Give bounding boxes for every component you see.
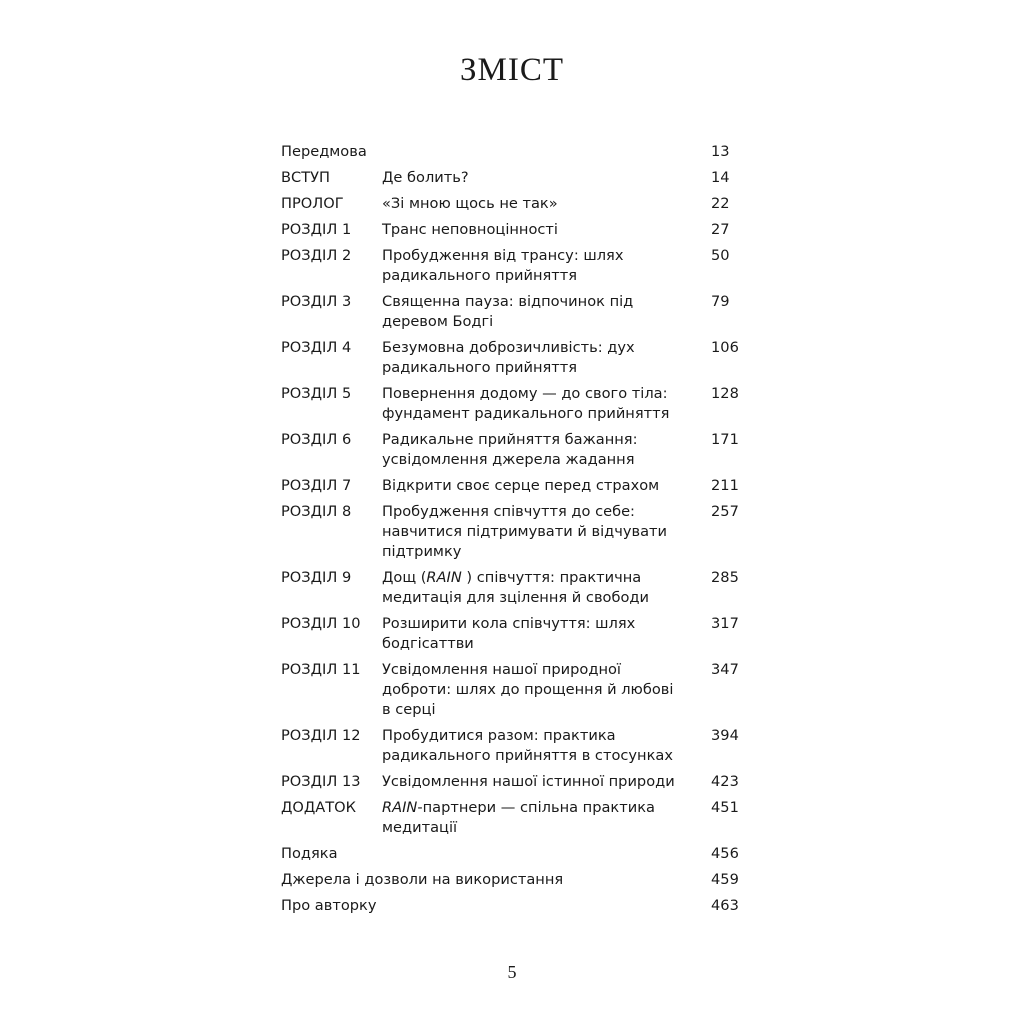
toc-entry (281, 246, 751, 286)
toc-entry-page: 211 (711, 477, 739, 494)
toc-entry-label: РОЗДІЛ 4 (281, 339, 352, 356)
toc-entry-label: РОЗДІЛ 11 (281, 661, 361, 678)
toc-entry-page: 128 (711, 385, 739, 402)
toc-entry (281, 384, 751, 424)
toc-entry-label: ДОДАТОК (281, 799, 357, 816)
toc-entry (281, 568, 751, 608)
toc-entry-title (382, 502, 700, 562)
toc-entry-title (382, 246, 700, 286)
toc-entry (281, 430, 751, 470)
toc-entry-title-line: «Зі мною щось не так» (382, 195, 558, 212)
toc-entry-title-line: Священна пауза: відпочинок під (382, 293, 634, 310)
toc-entry-title (382, 568, 700, 608)
toc-entry (281, 844, 751, 864)
toc-entry-title (281, 844, 701, 864)
toc-entry-label: РОЗДІЛ 13 (281, 773, 361, 790)
toc-entry-label: РОЗДІЛ 7 (281, 477, 352, 494)
page-number: 5 (507, 962, 517, 982)
toc-entry-title-line: Пробудження співчуття до себе: (382, 503, 635, 520)
toc-entry-title (382, 194, 700, 214)
toc-entry (281, 726, 751, 766)
toc-entry-title-line: фундамент радикального прийняття (382, 405, 670, 422)
toc-entry (281, 896, 751, 916)
toc-entry-title-line: Пробудитися разом: практика (382, 727, 616, 744)
toc-entry-title (382, 660, 700, 720)
toc-entry (281, 614, 751, 654)
toc-entry-label: РОЗДІЛ 6 (281, 431, 352, 448)
toc-entry (281, 220, 751, 240)
toc-entry-title-line: Безумовна доброзичливість: дух (382, 339, 635, 356)
toc-entry (281, 338, 751, 378)
toc-entry-label: РОЗДІЛ 10 (281, 615, 361, 632)
toc-entry-label: РОЗДІЛ 9 (281, 569, 352, 586)
toc-entry-title (382, 726, 700, 766)
toc-entry-title (281, 896, 701, 916)
toc-entry-title (382, 430, 700, 470)
toc-entry-title (281, 870, 701, 890)
toc-entry-title (382, 168, 700, 188)
toc-entry-title-line: Подяка (281, 845, 338, 862)
toc-entry-title (281, 142, 701, 162)
toc-entry-page: 171 (711, 431, 739, 448)
toc-entry-title-segment: Дощ ( (382, 569, 427, 586)
toc-entry-label: РОЗДІЛ 8 (281, 503, 352, 520)
toc-entry-page: 285 (711, 569, 739, 586)
toc-entry (281, 476, 751, 496)
toc-entry-title-line: бодгісаттви (382, 635, 474, 652)
toc-entry-title-segment: RAIN (426, 569, 462, 586)
toc-entry (281, 292, 751, 332)
toc-entry-page: 13 (711, 143, 730, 160)
toc-entry-label: ПРОЛОГ (281, 195, 344, 212)
toc-entry-title-line: Відкрити своє серце перед страхом (382, 477, 660, 494)
toc-entry (281, 870, 751, 890)
toc-entry-title-line: Радикальне прийняття бажання: (382, 431, 638, 448)
toc-entry-title-line: доброти: шлях до прощення й любові (382, 681, 674, 698)
toc-entry-title (382, 614, 700, 654)
toc-entry-page: 463 (711, 897, 739, 914)
toc-entry-title-line: медитації (382, 819, 458, 836)
toc-entry-title-line: Де болить? (382, 169, 469, 186)
toc-entry-page: 79 (711, 293, 730, 310)
toc-entry (281, 168, 751, 188)
toc-entry-label: РОЗДІЛ 5 (281, 385, 352, 402)
toc-entry-title-line: Усвідомлення нашої істинної природи (382, 773, 675, 790)
toc-entry-label: РОЗДІЛ 1 (281, 221, 352, 238)
toc-entry-title-line: деревом Бодгі (382, 313, 494, 330)
toc-entry-page: 50 (711, 247, 730, 264)
toc-entry-title-line: Повернення додому — до свого тіла: (382, 385, 668, 402)
toc-entry-page: 27 (711, 221, 730, 238)
toc-entry-label: ВСТУП (281, 169, 330, 186)
toc-entry-title-line (382, 798, 700, 818)
toc-entry-title-line: Про авторку (281, 897, 377, 914)
toc-entry-label: РОЗДІЛ 3 (281, 293, 352, 310)
toc-entry-page: 394 (711, 727, 739, 744)
toc-entry-title (382, 384, 700, 424)
toc-entry (281, 502, 751, 562)
table-of-contents (281, 142, 751, 916)
toc-entry-title (382, 220, 700, 240)
toc-entry-page: 14 (711, 169, 730, 186)
toc-entry-title-line: навчитися підтримувати й відчувати (382, 523, 668, 540)
toc-entry (281, 772, 751, 792)
toc-entry-page: 347 (711, 661, 739, 678)
toc-entry-title-line: Джерела і дозволи на використання (281, 871, 564, 888)
toc-entry-page: 459 (711, 871, 739, 888)
toc-entry-title-line: підтримку (382, 543, 462, 560)
toc-entry-title (382, 476, 700, 496)
toc-entry-title (382, 338, 700, 378)
toc-entry-page: 456 (711, 845, 739, 862)
toc-entry-page: 22 (711, 195, 730, 212)
toc-entry-title-line: Розширити кола співчуття: шлях (382, 615, 636, 632)
toc-entry-title (382, 772, 700, 792)
toc-entry (281, 194, 751, 214)
toc-entry-title-line: Транс неповноцінності (382, 221, 558, 238)
toc-entry-title-line: усвідомлення джерела жадання (382, 451, 635, 468)
toc-entry-title-segment: ) співчуття: практична (461, 569, 642, 586)
toc-entry-title-line: радикального прийняття (382, 267, 578, 284)
toc-entry-label: РОЗДІЛ 12 (281, 727, 361, 744)
toc-entry-page: 257 (711, 503, 739, 520)
toc-entry-title-line: Передмова (281, 143, 367, 160)
toc-entry (281, 660, 751, 720)
toc-entry-title (382, 292, 700, 332)
toc-entry-title-line: радикального прийняття в стосунках (382, 747, 673, 764)
toc-entry-title-line (382, 568, 700, 588)
toc-entry (281, 142, 751, 162)
toc-entry-page: 317 (711, 615, 739, 632)
toc-entry-title-segment: -партнери — спільна практика (417, 799, 655, 816)
toc-entry-title-line: медитація для зцілення й свободи (382, 589, 649, 606)
toc-entry-title-segment: RAIN (382, 799, 418, 816)
toc-entry-title (382, 798, 700, 838)
toc-entry (281, 798, 751, 838)
toc-entry-page: 106 (711, 339, 739, 356)
toc-entry-title-line: в серці (382, 701, 436, 718)
toc-entry-page: 423 (711, 773, 739, 790)
toc-entry-title-line: Пробудження від трансу: шлях (382, 247, 624, 264)
toc-entry-title-line: Усвідомлення нашої природної (382, 661, 621, 678)
toc-entry-title-line: радикального прийняття (382, 359, 578, 376)
page-title: ЗМІСТ (459, 52, 565, 88)
toc-entry-page: 451 (711, 799, 739, 816)
toc-entry-label: РОЗДІЛ 2 (281, 247, 352, 264)
